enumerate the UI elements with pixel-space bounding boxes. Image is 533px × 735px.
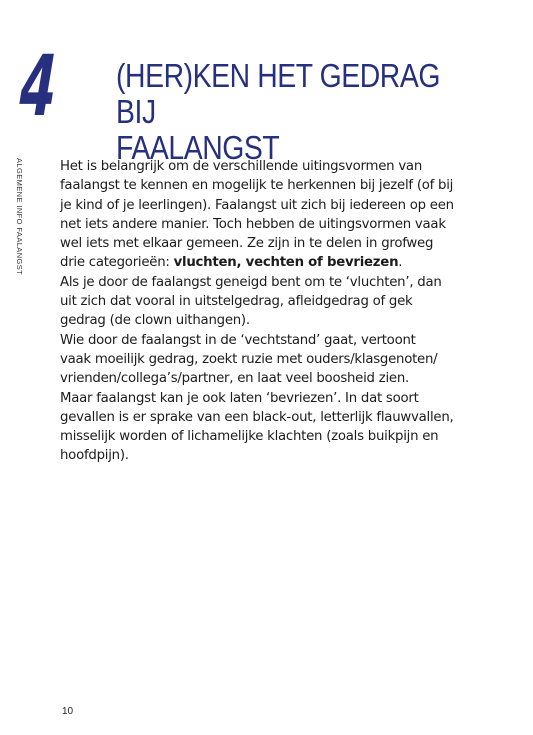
body-line: net iets andere manier. Toch hebben de uitingsvormen vaak xyxy=(60,216,446,232)
body-line: vrienden/collega’s/partner, en laat veel boosheid zien. xyxy=(60,371,409,387)
categories-prefix: drie categorieën: xyxy=(60,255,174,271)
body-line: wel iets met elkaar gemeen. Ze zijn in te delen in grofweg xyxy=(60,236,434,252)
body-line: Als je door de faalangst geneigd bent om te ‘vluchten’, dan xyxy=(60,274,442,290)
body-line: faalangst te kennen en mogelijk te herkennen bij jezelf (of bij xyxy=(60,178,454,194)
chapter-title-line-1: (HER)KEN HET GEDRAG BIJ xyxy=(116,57,441,130)
body-line: gevallen is er sprake van een black-out, letterlijk flauwvallen, xyxy=(60,409,454,425)
body-line: hoofdpijn). xyxy=(60,448,129,464)
body-line: Het is belangrijk om de verschillende uitingsvormen van xyxy=(60,159,423,174)
body-line: Wie door de faalangst in de ‘vechtstand’ gaat, vertoont xyxy=(60,332,416,348)
body-line: uit zich dat vooral in uitstelgedrag, afleidgedrag of gek xyxy=(60,294,413,310)
categories-suffix: . xyxy=(398,255,403,271)
chapter-title-line-2: FAALANGST xyxy=(116,129,280,166)
body-line: Maar faalangst kan je ook laten ‘bevriezen’. In dat soort xyxy=(60,390,419,406)
body-line: vaak moeilijk gedrag, zoekt ruzie met ouders/klasgenoten/ xyxy=(60,351,438,367)
side-section-label: ALGEMENE INFO FAALANGST xyxy=(15,158,24,276)
chapter-title xyxy=(116,58,460,166)
chapter-number: 4 xyxy=(18,37,58,135)
categories-emphasis: vluchten, vechten of bevriezen xyxy=(173,255,399,271)
categories-line xyxy=(60,253,470,272)
body-line: gedrag (de clown uithangen). xyxy=(60,313,250,329)
body-line: je kind of je leerlingen). Faalangst uit zich bij iedereen op een xyxy=(60,197,454,213)
body-text xyxy=(60,157,470,466)
body-line: misselijk worden of lichamelijke klachten (zoals buikpijn en xyxy=(60,429,439,445)
page-number: 10 xyxy=(62,706,74,717)
